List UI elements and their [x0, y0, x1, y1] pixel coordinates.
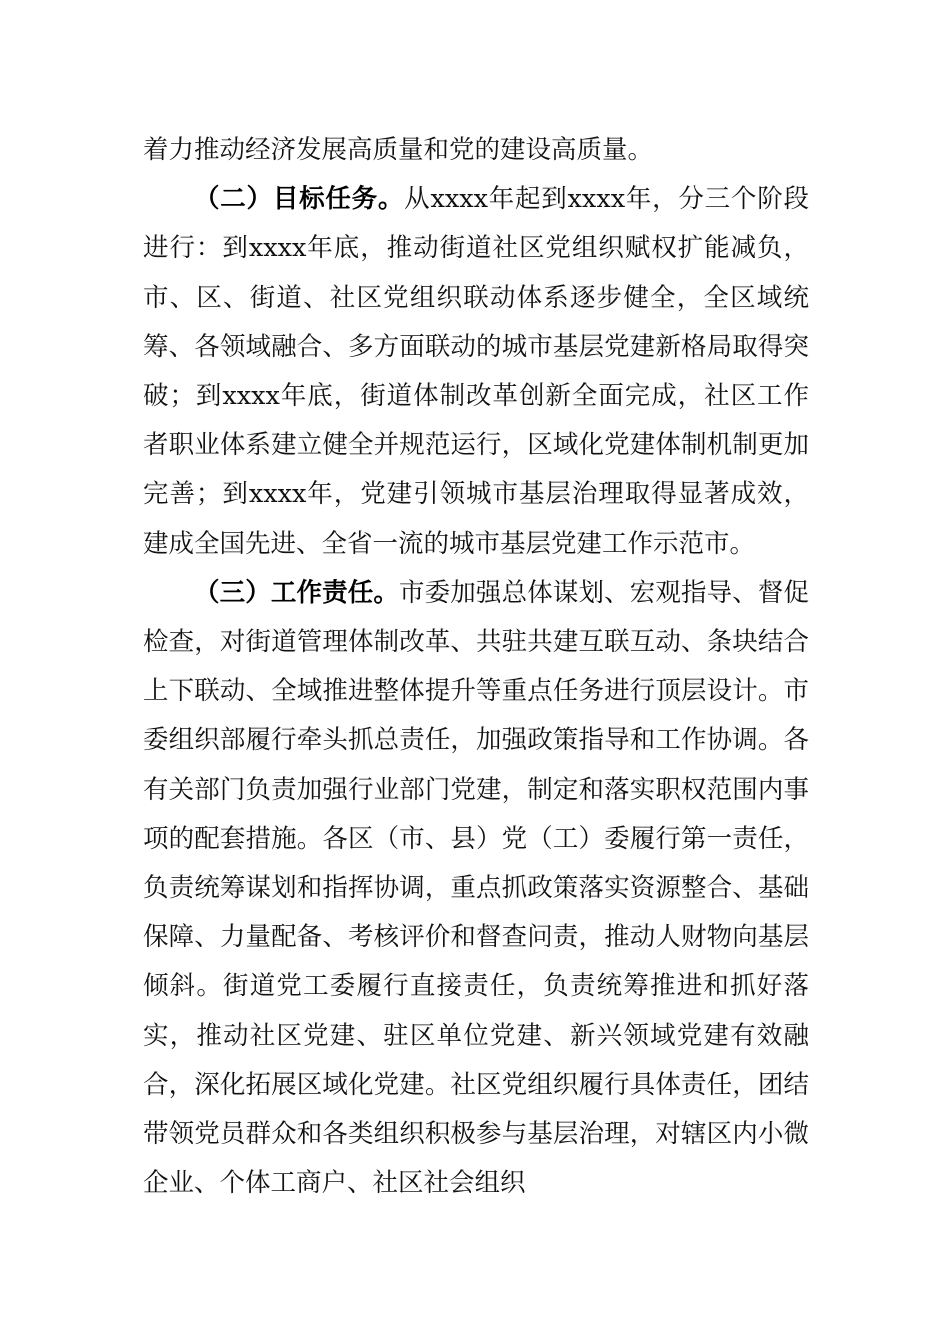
- paragraph-text: 着力推动经济发展高质量和党的建设高质量。: [143, 135, 654, 165]
- document-body: [143, 126, 809, 1208]
- paragraph-heading: （二）目标任务。: [194, 184, 405, 215]
- paragraph-goals-tasks: [143, 175, 809, 569]
- paragraph-text: 市委加强总体谋划、宏观指导、督促检查，对街道管理体制改革、共驻共建互联互动、条块结合上下联动、全域推进整体提升等重点任务进行顶层设计。市委组织部履行牵头抓总责任，加强政策指导和工作协调。各有关部门负责加强行业部门党建，制定和落实职权范围内事项的配套措施。各区（市、县）党（工）委履行第一责任，负责统筹谋划和指挥协调，重点抓政策落实资源整合、基础保障、力量配备、考核评价和督查问责，推动人财物向基层倾斜。街道党工委履行直接责任，负责统筹推进和抓好落实，推动社区党建、驻区单位党建、新兴领域党建有效融合，深化拓展区域化党建。社区党组织履行具体责任，团结带领党员群众和各类组织积极参与基层治理，对辖区内小微企业、个体工商户、社区社会组织: [143, 577, 809, 1199]
- paragraph-work-responsibility: [143, 569, 809, 1209]
- paragraph-text: 从xxxx年起到xxxx年，分三个阶段进行：到xxxx年底，推动街道社区党组织赋权扩能减负，市、区、街道、社区党组织联动体系逐步健全，全区域统筹、各领域融合、多方面联动的城市基层党建新格局取得突破；到xxxx年底，街道体制改革创新全面完成，社区工作者职业体系建立健全并规范运行，区域化党建体制机制更加完善；到xxxx年，党建引领城市基层治理取得显著成效，建成全国先进、全省一流的城市基层党建工作示范市。: [143, 184, 809, 559]
- paragraph-heading: （三）工作责任。: [194, 577, 400, 608]
- paragraph-continuation: [143, 126, 809, 175]
